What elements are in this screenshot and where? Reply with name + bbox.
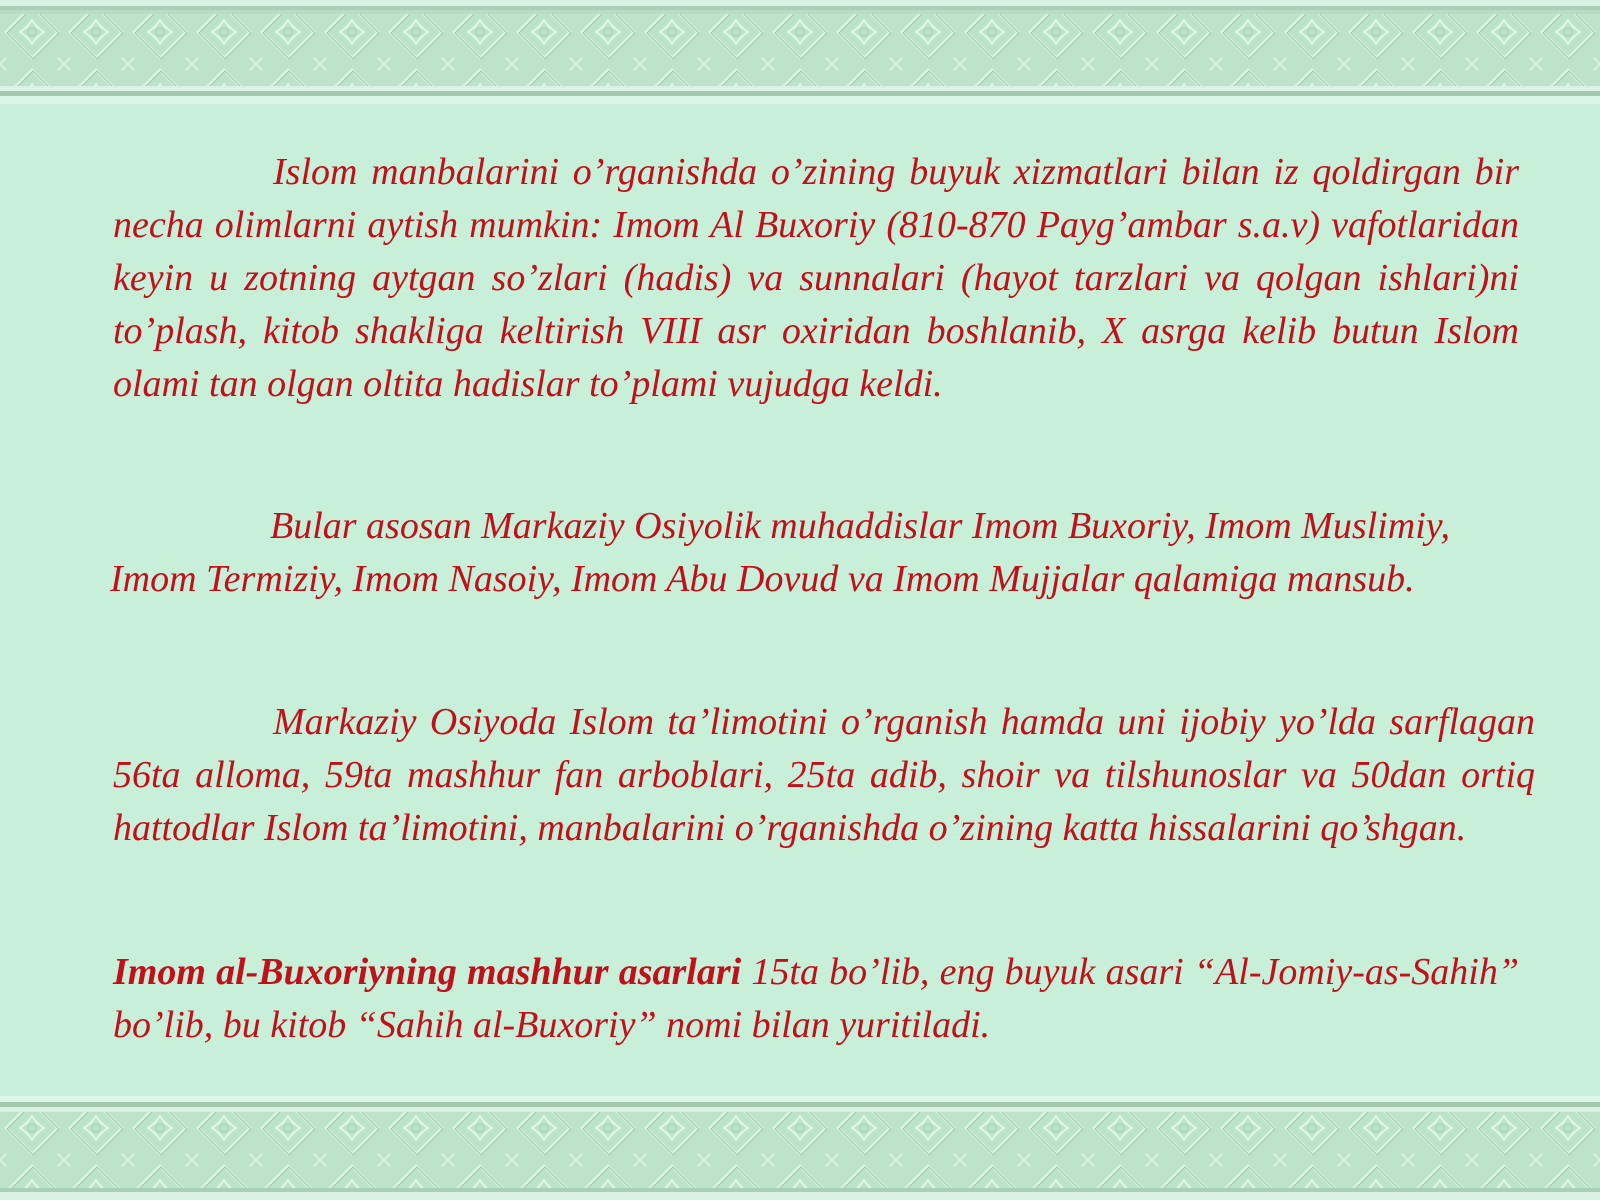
paragraph-3-text: Markaziy Osiyoda Islom ta’limotini o’rganish hamda uni ijobiy yo’lda sarflagan 56ta alloma, 59ta mashhur fan arboblari, 25ta adib, shoir va tilshunoslar va 50dan ortiq hattodlar Islom ta’limotini, manbalarini o’rganishda o’zining katta hissalarini qo’shgan. [113, 701, 1535, 849]
paragraph-2 [110, 500, 1510, 606]
top-ornament-pattern [0, 0, 1600, 104]
paragraph-4-text: 15ta bo’lib, eng buyuk asari “Al-Jomiy-as-Sahih” bo’lib, bu kitob “Sahih al-Buxoriy” nomi bilan yuritiladi. [113, 951, 1519, 1046]
paragraph-4 [113, 946, 1519, 1052]
paragraph-1-text: Islom manbalarini o’rganishda o’zining buyuk xizmatlari bilan iz qoldirgan bir necha olimlarni aytish mumkin: Imom Al Buxoriy (810-870 Payg’ambar s.a.v) vafotlaridan keyin u zotning aytgan so’zlari (hadis) va sunnalari (hayot tarzlari va qolgan ishlari)ni to’plash, kitob shakliga keltirish VIII asr oxiridan boshlanib, X asrga kelib butun Islom olami tan olgan oltita hadislar to’plami vujudga keldi. [113, 151, 1519, 405]
slide-content [0, 104, 1600, 1096]
bottom-ornament-pattern [0, 1096, 1600, 1200]
paragraph-1 [113, 146, 1519, 411]
paragraph-4-bold-lead: Imom al-Buxoriyning mashhur asarlari [113, 951, 742, 993]
paragraph-2-text: Bular asosan Markaziy Osiyolik muhaddislar Imom Buxoriy, Imom Muslimiy, Imom Termiziy, Imom Nasoiy, Imom Abu Dovud va Imom Mujjalar qalamiga mansub. [110, 505, 1451, 600]
bottom-ornamental-border [0, 1096, 1600, 1200]
paragraph-3 [113, 696, 1535, 855]
top-ornamental-border [0, 0, 1600, 104]
